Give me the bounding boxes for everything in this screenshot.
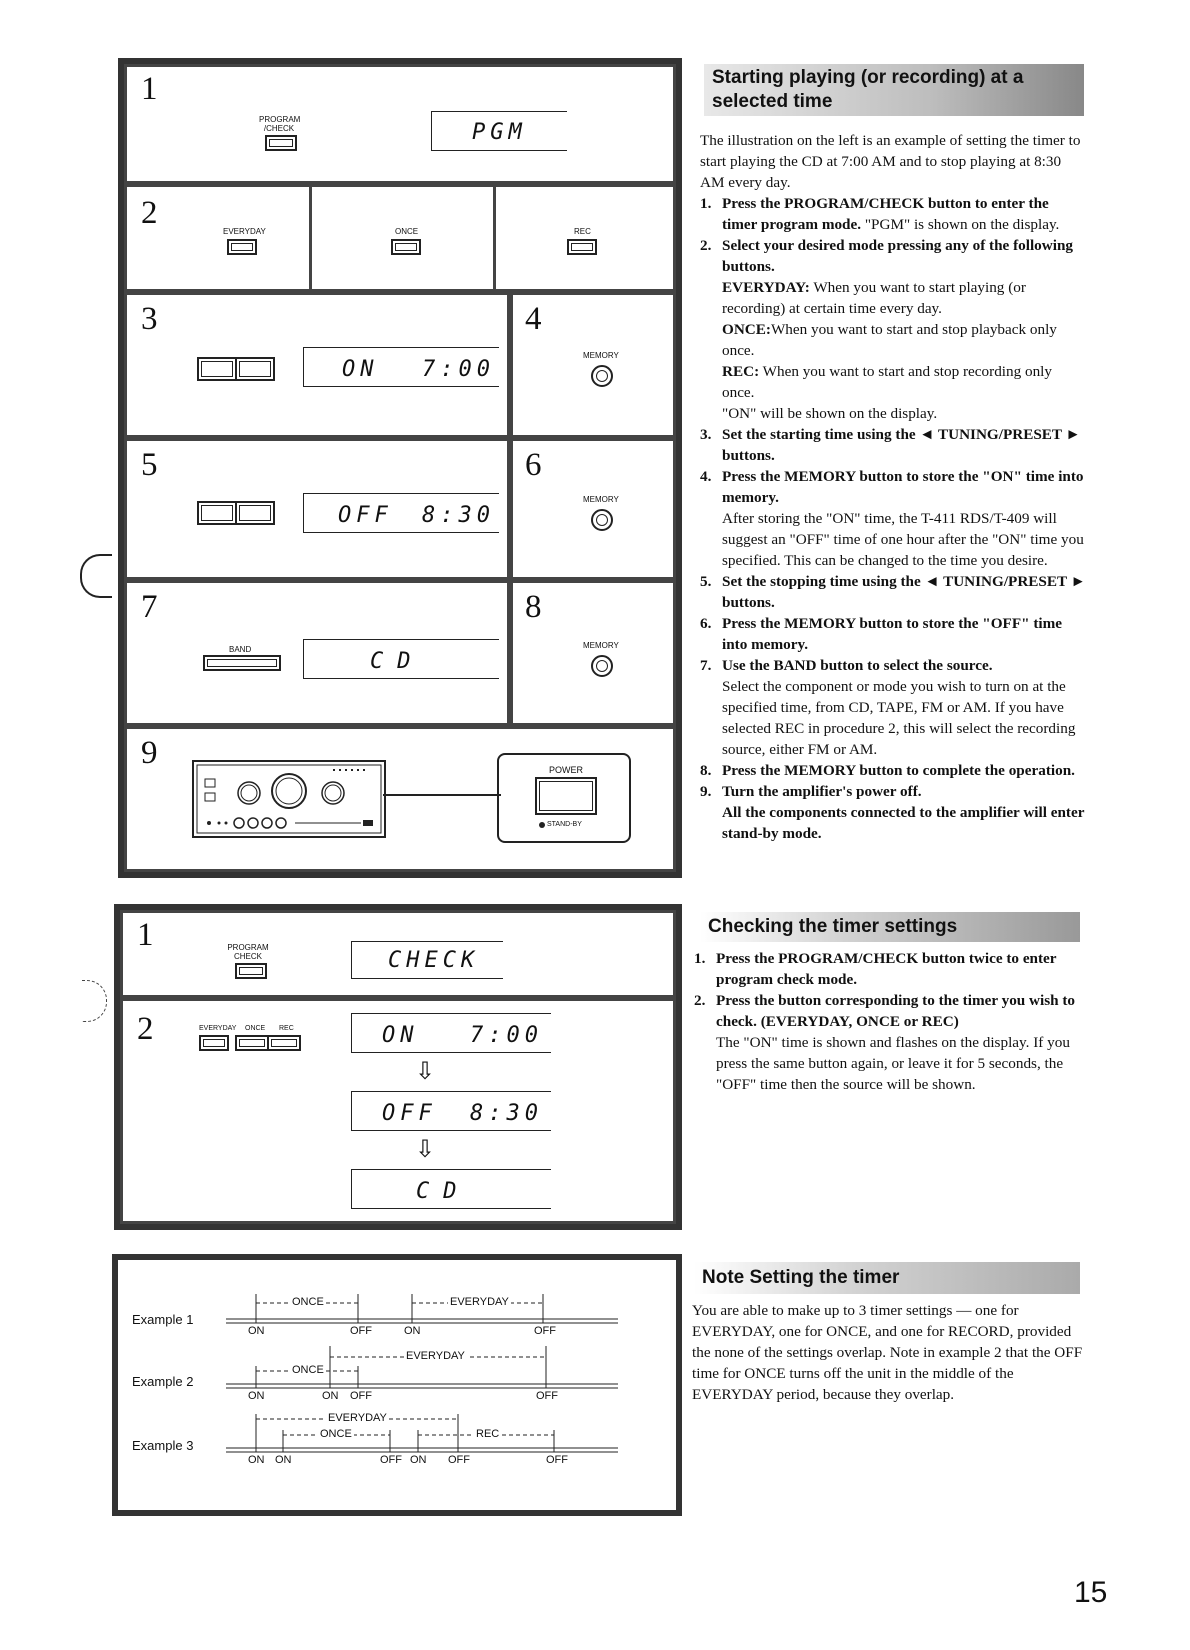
step-bold: Press the PROGRAM/CHECK button to enter the timer program mode. <box>722 195 1049 233</box>
heading-line: selected time <box>712 91 833 112</box>
timeline-lines <box>118 1260 676 1510</box>
step-bold: Press the MEMORY button to store the "ON" time into memory. <box>722 468 1084 506</box>
step-number: 8 <box>525 589 542 625</box>
step-bold: Turn the amplifier's power off. <box>722 783 922 800</box>
program-check-button[interactable] <box>265 135 297 151</box>
display-on-time: 7:00 <box>422 357 495 382</box>
mark-label: OFF <box>546 1454 568 1466</box>
mark-label: OFF <box>536 1390 558 1402</box>
step-num: 2. <box>700 237 712 254</box>
display-cd: CD <box>416 1179 471 1204</box>
step-num: 7. <box>700 657 712 674</box>
segment-label: ONCE <box>292 1364 324 1376</box>
step-num: 8. <box>700 762 712 779</box>
power-callout <box>497 753 631 843</box>
segment-label: ONCE <box>292 1296 324 1308</box>
step-bold: Press the button corresponding to the timer you wish to check. (EVERYDAY, ONCE or REC) <box>716 992 1076 1030</box>
memory-button[interactable] <box>591 365 613 387</box>
mark-label: ON <box>404 1325 421 1337</box>
step-num: 6. <box>700 615 712 632</box>
step-1-panel <box>124 64 676 184</box>
mark-label: OFF <box>350 1390 372 1402</box>
mark-label: OFF <box>448 1454 470 1466</box>
mark-label: ON <box>248 1325 265 1337</box>
step-6-panel <box>510 438 676 580</box>
intro-text: The illustration on the left is an example of setting the timer to start playing the CD at 7:00 AM and to stop playing at 8:30 AM every day. <box>700 132 1081 191</box>
example-label: Example 3 <box>132 1438 194 1453</box>
key-text: When you want to start playing (or recording) at certain time every day. <box>722 279 1026 317</box>
callout-line <box>383 779 503 809</box>
step-text: All the components connected to the amplifier will enter stand-by mode. <box>722 804 1085 842</box>
heading-text: Checking the timer settings <box>708 916 958 937</box>
step-num: 5. <box>700 573 712 590</box>
step-bold: Press the MEMORY button to complete the operation. <box>722 762 1075 779</box>
section1-body <box>700 130 1086 844</box>
everyday-button[interactable] <box>199 1035 229 1051</box>
page-number: 15 <box>1074 1576 1108 1609</box>
mark-label: ON <box>322 1390 339 1402</box>
program-check-button[interactable] <box>235 963 267 979</box>
step-number: 2 <box>141 195 158 231</box>
binder-hole-mark <box>82 980 107 1022</box>
tuning-preset-left-button[interactable] <box>197 357 237 381</box>
step-num: 2. <box>694 992 706 1009</box>
key-label: EVERYDAY: <box>722 279 810 296</box>
memory-label: MEMORY <box>583 641 619 650</box>
step-text: Select the component or mode you wish to turn on at the specified time, from CD, TAPE, FM or AM. If you have selected REC in procedure 2, this will select the recording source, either FM or AM. <box>722 678 1076 758</box>
power-button[interactable] <box>535 777 597 815</box>
display-on: ON <box>342 357 379 382</box>
step-7-panel <box>124 580 510 726</box>
once-button[interactable] <box>235 1035 269 1051</box>
segment-label: EVERYDAY <box>450 1296 509 1308</box>
lcd-display <box>303 493 499 533</box>
mark-label: ON <box>410 1454 427 1466</box>
step-number: 3 <box>141 301 158 337</box>
mark-label: ON <box>248 1454 265 1466</box>
amplifier-illustration <box>191 757 391 843</box>
key-label: REC: <box>722 363 760 380</box>
heading-line: Starting playing (or recording) at a <box>712 67 1024 88</box>
step-number: 9 <box>141 735 158 771</box>
lcd-display <box>351 1091 551 1131</box>
rec-label: REC <box>574 227 591 236</box>
heading-text: Note Setting the timer <box>702 1267 900 1288</box>
step-number: 1 <box>141 71 158 107</box>
lcd-display <box>351 1169 551 1209</box>
tuning-preset-right-button[interactable] <box>235 357 275 381</box>
check-step-2-panel <box>120 998 676 1224</box>
step-number: 4 <box>525 301 542 337</box>
power-label: POWER <box>549 765 584 775</box>
rec-button[interactable] <box>267 1035 301 1051</box>
key-text: When you want to start and stop playback only once. <box>722 321 1057 359</box>
step-bold: Press the PROGRAM/CHECK button twice to enter program check mode. <box>716 950 1057 988</box>
section-heading <box>700 912 1080 942</box>
segment-label: ONCE <box>320 1428 352 1440</box>
step-4-panel <box>510 292 676 438</box>
segment-label: EVERYDAY <box>406 1350 465 1362</box>
display-off-time: 8:30 <box>470 1101 543 1126</box>
step-number: 2 <box>137 1011 154 1047</box>
segment-label: EVERYDAY <box>328 1412 387 1424</box>
step-number: 6 <box>525 447 542 483</box>
lcd-display <box>351 941 503 979</box>
example-label: Example 1 <box>132 1312 194 1327</box>
step-bold: Press the MEMORY button to store the "OFF" time into memory. <box>722 615 1062 653</box>
binder-hole-mark <box>80 554 112 598</box>
step-text: "ON" will be shown on the display. <box>722 405 938 422</box>
divider <box>309 187 312 289</box>
step-2-panel <box>124 184 676 292</box>
step-num: 4. <box>700 468 712 485</box>
section2-body <box>694 948 1084 1095</box>
display-check: CHECK <box>388 948 480 973</box>
everyday-label: EVERYDAY <box>199 1025 237 1032</box>
program-check-label: PROGRAM /CHECK <box>259 115 301 133</box>
step-3-panel <box>124 292 510 438</box>
band-button[interactable] <box>203 655 281 671</box>
example-label: Example 2 <box>132 1374 194 1389</box>
timeline-inner <box>118 1260 676 1510</box>
segment-label: REC <box>476 1428 500 1440</box>
lcd-display <box>431 111 567 151</box>
down-arrow-icon: ⇩ <box>415 1135 436 1163</box>
tuning-preset-left-button[interactable] <box>197 501 237 525</box>
step-bold: Set the stopping time using the ◄ TUNING/PRESET ► buttons. <box>722 573 1086 611</box>
standby-label: STAND-BY <box>547 821 582 828</box>
step-num: 3. <box>700 426 712 443</box>
step-number: 1 <box>137 917 154 953</box>
memory-label: MEMORY <box>583 495 619 504</box>
everyday-button[interactable] <box>227 239 257 255</box>
tuning-preset-right-button[interactable] <box>235 501 275 525</box>
lcd-display <box>303 347 499 387</box>
mark-label: OFF <box>350 1325 372 1337</box>
display-on-time: 7:00 <box>470 1023 543 1048</box>
check-step-1-panel <box>120 910 676 998</box>
step-8-panel <box>510 580 676 726</box>
step-bold: Set the starting time using the ◄ TUNING/PRESET ► buttons. <box>722 426 1081 464</box>
step-bold: Select your desired mode pressing any of the following buttons. <box>722 237 1074 275</box>
step-text: After storing the "ON" time, the T-411 RDS/T-409 will suggest an "OFF" time of one hour after the "ON" time you specified. This can be changed to the time you desire. <box>722 510 1084 569</box>
everyday-label: EVERYDAY <box>223 227 266 236</box>
mark-label: ON <box>248 1390 265 1402</box>
step-text: The "ON" time is shown and flashes on the display. If you press the same button again, or leave it for 5 seconds, the "OFF" time then the source will be shown. <box>716 1034 1070 1093</box>
once-button[interactable] <box>391 239 421 255</box>
lcd-display <box>303 639 499 679</box>
display-on: ON <box>382 1023 419 1048</box>
standby-indicator-icon <box>539 822 545 828</box>
step-bold: Use the BAND button to select the source. <box>722 657 993 674</box>
step-9-panel <box>124 726 676 872</box>
rec-label: REC <box>279 1025 294 1032</box>
key-label: ONCE: <box>722 321 771 338</box>
display-off-time: 8:30 <box>422 503 495 528</box>
step-num: 9. <box>700 783 712 800</box>
step-5-panel <box>124 438 510 580</box>
display-off: OFF <box>382 1101 437 1126</box>
once-label: ONCE <box>245 1025 266 1032</box>
lcd-display <box>351 1013 551 1053</box>
section-heading <box>704 64 1084 116</box>
step-number: 5 <box>141 447 158 483</box>
note-text: You are able to make up to 3 timer settings — one for EVERYDAY, one for ONCE, and one for RECORD, provided the none of the settings overlap. Note in example 2 that the OFF time for ONCE turns off the unit in the middle of the EVERYDAY period, because they overlap. <box>692 1302 1083 1403</box>
memory-label: MEMORY <box>583 351 619 360</box>
mark-label: OFF <box>380 1454 402 1466</box>
divider <box>493 187 496 289</box>
memory-button[interactable] <box>591 655 613 677</box>
key-text: When you want to start and stop recording only once. <box>722 363 1052 401</box>
band-label: BAND <box>229 645 252 654</box>
rec-button[interactable] <box>567 239 597 255</box>
once-label: ONCE <box>395 227 419 236</box>
display-cd: CD <box>370 649 425 674</box>
step-num: 1. <box>700 195 712 212</box>
down-arrow-icon: ⇩ <box>415 1057 436 1085</box>
display-pgm: PGM <box>472 120 527 145</box>
program-check-label: PROGRAM CHECK <box>227 943 269 961</box>
memory-button[interactable] <box>591 509 613 531</box>
section3-body <box>692 1300 1084 1405</box>
step-text: "PGM" is shown on the display. <box>861 216 1060 233</box>
section-heading <box>694 1262 1080 1294</box>
display-off: OFF <box>338 503 393 528</box>
mark-label: OFF <box>534 1325 556 1337</box>
step-number: 7 <box>141 589 158 625</box>
mark-label: ON <box>275 1454 292 1466</box>
step-num: 1. <box>694 950 706 967</box>
